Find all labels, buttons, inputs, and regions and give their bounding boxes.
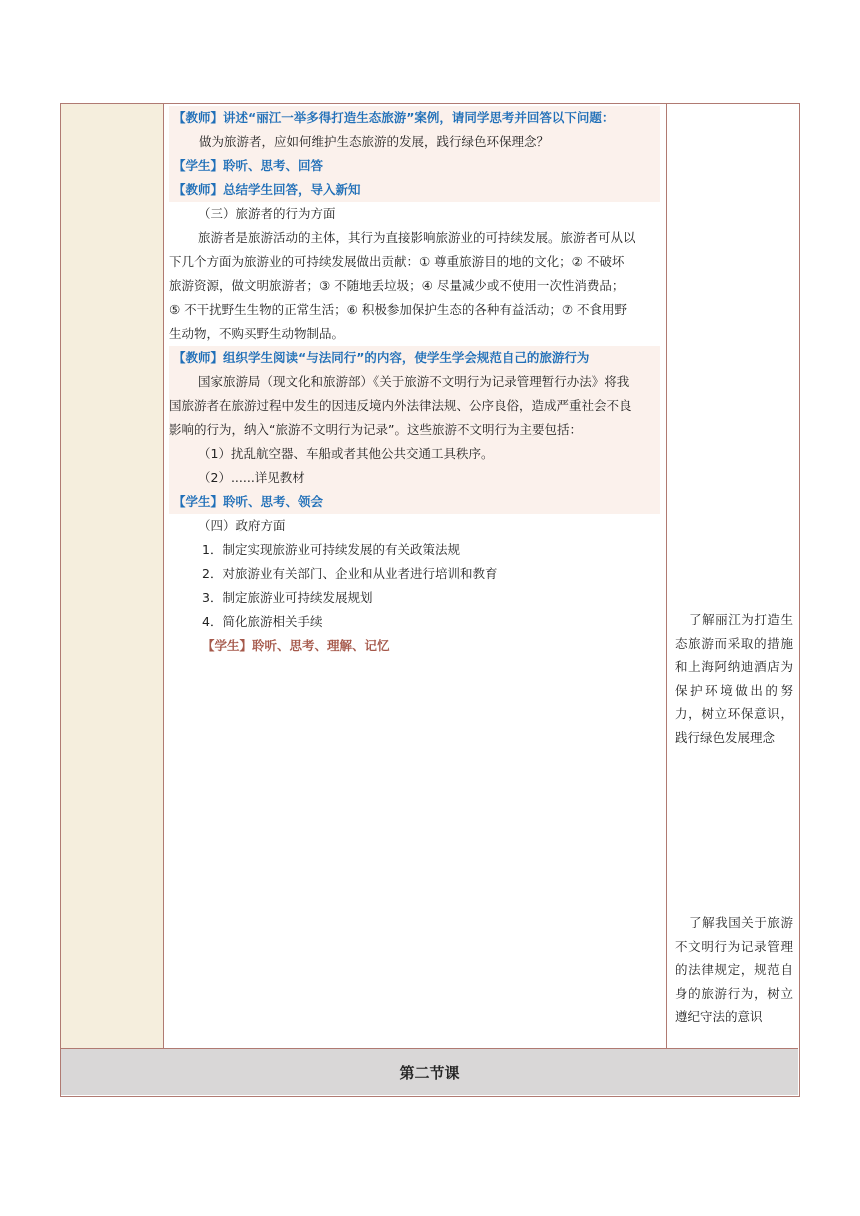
left-column (61, 104, 164, 1048)
paragraph-line: ⑤ 不干扰野生生物的正常生活；⑥ 积极参加保护生态的各种有益活动；⑦ 不食用野 (169, 302, 628, 317)
list-item: 1．制定实现旅游业可持续发展的有关政策法规 (202, 542, 460, 557)
objectives-column (667, 104, 798, 1048)
section-title: 第二节课 (399, 1063, 460, 1082)
student-response-line: 【学生】聆听、思考、理解、记忆 (202, 638, 390, 653)
paragraph-line: 旅游资源，做文明旅游者；③ 不随地丢垃圾；④ 尽量减少或不使用一次性消费品； (169, 278, 625, 293)
lesson-table (60, 103, 800, 1097)
objective-note: 了解我国关于旅游不文明行为记录管理的法律规定，规范自身的旅游行为，树立遵纪守法的意识 (675, 915, 793, 1024)
student-response-line: 【学生】聆听、思考、回答 (173, 158, 324, 173)
law-item: （1）扰乱航空器、车船或者其他公共交通工具秩序。 (198, 446, 494, 461)
paragraph-line: 生动物，不购买野生动物制品。 (169, 326, 345, 341)
question-line: 做为旅游者，应如何维护生态旅游的发展，践行绿色环保理念？ (199, 134, 550, 149)
content-column (164, 104, 667, 1048)
paragraph-line: 旅游者是旅游活动的主体，其行为直接影响旅游业的可持续发展。旅游者可从以 (198, 230, 636, 245)
section-heading: （四）政府方面 (198, 518, 286, 533)
section-footer-row (61, 1048, 798, 1095)
law-item: （2）......详见教材 (198, 470, 305, 485)
law-line: 国家旅游局（现文化和旅游部）《关于旅游不文明行为记录管理暂行办法》将我 (198, 374, 630, 389)
teacher-case-line: 【教师】讲述“丽江一举多得打造生态旅游”案例，请同学思考并回答以下问题： (173, 110, 615, 125)
teacher-case-block (169, 106, 660, 202)
list-item: 4．简化旅游相关手续 (202, 614, 323, 629)
section-government (169, 514, 660, 658)
section-heading: （三）旅游者的行为方面 (198, 206, 336, 221)
law-line: 国旅游者在旅游过程中发生的因违反境内外法律法规、公序良俗，造成严重社会不良 (169, 398, 632, 413)
student-response-line: 【学生】聆听、思考、领会 (173, 494, 324, 509)
section-tourist-behavior (169, 202, 660, 346)
law-line: 影响的行为，纳入“旅游不文明行为记录”。这些旅游不文明行为主要包括： (169, 422, 582, 437)
paragraph-line: 下几个方面为旅游业的可持续发展做出贡献：① 尊重旅游目的地的文化；② 不破坏 (169, 254, 625, 269)
objective-note: 了解丽江为打造生态旅游而采取的措施和上海阿纳迪酒店为保护环境做出的努力，树立环保意识，践行绿色发展理念 (675, 612, 793, 745)
list-item: 3．制定旅游业可持续发展规划 (202, 590, 373, 605)
teacher-summary-line: 【教师】总结学生回答，导入新知 (173, 182, 361, 197)
list-item: 2．对旅游业有关部门、企业和从业者进行培训和教育 (202, 566, 498, 581)
teacher-organize-line: 【教师】组织学生阅读“与法同行”的内容，使学生学会规范自己的旅游行为 (173, 350, 590, 365)
law-reading-block (169, 346, 660, 514)
